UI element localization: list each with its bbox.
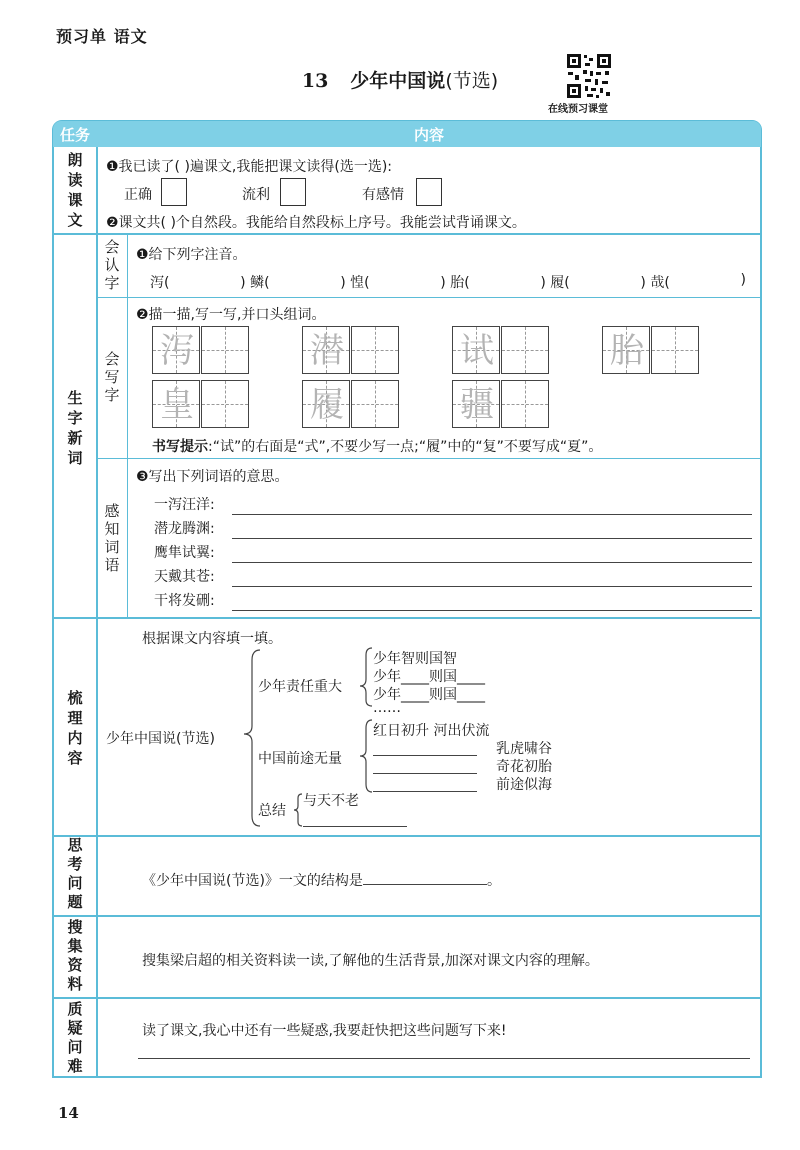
lesson-number: 13 <box>301 70 329 92</box>
char-grid <box>302 326 400 374</box>
char-grid <box>152 326 250 374</box>
option-emotion-label: 有感情 <box>362 187 404 203</box>
lesson-title <box>0 66 800 93</box>
branch2-line1: 红日初升 河出伏流 <box>373 723 490 739</box>
trace-cell <box>302 380 350 428</box>
char-grid <box>152 380 250 428</box>
sub-row-divider <box>97 458 761 459</box>
sub-label-sense: 感知词语 <box>104 502 120 574</box>
row-divider <box>53 997 761 999</box>
sub-col-divider <box>127 234 128 617</box>
write-cell[interactable] <box>201 326 249 374</box>
sub-label-recognize: 会认字 <box>104 238 120 292</box>
row-divider <box>53 915 761 917</box>
write-cell[interactable] <box>351 380 399 428</box>
trace-char: 潜 <box>310 331 344 371</box>
recognize-item: ) 哉( <box>640 275 670 291</box>
row-divider <box>53 835 761 837</box>
branch2-label: 中国前途无量 <box>258 751 342 767</box>
answer-line[interactable] <box>138 1058 750 1059</box>
answer-line[interactable] <box>363 870 487 885</box>
char-grid <box>452 326 550 374</box>
recognize-item: ) 胎( <box>440 275 470 291</box>
sub-label-write: 会写字 <box>104 350 120 404</box>
term-label: 天戴其苍: <box>154 569 215 585</box>
row-label-read: 朗读课文 <box>67 151 83 229</box>
recognize-items <box>150 272 746 292</box>
mindmap-root: 少年中国说(节选) <box>106 731 215 747</box>
read-line2: ❷课文共( )个自然段。我能给自然段标上序号。我能尝试背诵课文。 <box>106 215 526 231</box>
lesson-name: 少年中国说 <box>350 70 446 92</box>
write-cell[interactable] <box>651 326 699 374</box>
branch3-item: 与天不老 <box>303 793 359 809</box>
option-emotion-box[interactable] <box>416 178 442 206</box>
branch1-brace <box>360 648 372 706</box>
branch3-brace <box>294 794 302 826</box>
recognize-item: ) <box>740 272 746 288</box>
trace-char: 疆 <box>460 385 494 425</box>
branch2-item: 前途似海 <box>496 777 552 793</box>
trace-cell <box>152 326 200 374</box>
char-grid <box>452 380 550 428</box>
think-text <box>142 870 501 890</box>
page-number: 14 <box>58 1104 79 1122</box>
sub-row-divider <box>97 297 761 298</box>
row-divider <box>53 617 761 619</box>
write-cell[interactable] <box>501 380 549 428</box>
branch1-label: 少年责任重大 <box>258 679 342 695</box>
think-prompt: 《少年中国说(节选)》一文的结构是 <box>142 873 363 889</box>
page-header: 预习单 语文 <box>56 27 148 46</box>
branch2-brace <box>360 720 372 792</box>
read-line1: ❶我已读了( )遍课文,我能把课文读得(选一选): <box>106 159 393 175</box>
answer-line[interactable] <box>232 562 752 563</box>
answer-line[interactable] <box>373 773 477 774</box>
char-grid <box>602 326 700 374</box>
answer-line[interactable] <box>232 514 752 515</box>
branch1-item: …… <box>373 700 401 716</box>
row-label-sort: 梳理内容 <box>67 689 83 767</box>
answer-line[interactable] <box>232 586 752 587</box>
branch1-item: 少年____则国____ <box>373 669 485 685</box>
write-title: ❷描一描,写一写,并口头组词。 <box>136 307 326 323</box>
trace-cell <box>152 380 200 428</box>
trace-char: 试 <box>460 331 494 371</box>
term-label: 鹰隼试翼: <box>154 545 215 561</box>
col-divider <box>96 147 98 1078</box>
trace-char: 履 <box>310 385 344 425</box>
trace-char: 皇 <box>160 385 194 425</box>
row-label-collect: 搜集资料 <box>67 918 83 993</box>
term-label: 干将发硎: <box>154 593 215 609</box>
writing-tip-label: 书写提示 <box>152 439 208 455</box>
recognize-item: ) 履( <box>540 275 570 291</box>
answer-line[interactable] <box>373 755 477 756</box>
option-fluent-box[interactable] <box>280 178 306 206</box>
trace-cell <box>602 326 650 374</box>
col-task-header: 任务 <box>59 126 90 144</box>
option-fluent-label: 流利 <box>242 187 270 203</box>
branch1-item: 少年____则国____ <box>373 687 485 703</box>
option-correct-box[interactable] <box>161 178 187 206</box>
trace-cell <box>452 326 500 374</box>
option-correct-label: 正确 <box>124 187 152 203</box>
branch1-item: 少年智则国智 <box>373 651 457 667</box>
answer-line[interactable] <box>373 791 477 792</box>
write-cell[interactable] <box>351 326 399 374</box>
branch2-item: 奇花初胎 <box>496 759 552 775</box>
recognize-title: ❶给下列字注音。 <box>136 247 247 263</box>
think-end: 。 <box>486 873 501 889</box>
row-label-doubt: 质疑问难 <box>67 1000 83 1075</box>
row-label-think: 思考问题 <box>67 836 83 911</box>
col-content-header: 内容 <box>413 126 444 144</box>
trace-char: 胎 <box>610 331 644 371</box>
branch3-label: 总结 <box>258 803 286 819</box>
qr-caption: 在线预习课堂 <box>548 104 608 115</box>
answer-line[interactable] <box>232 538 752 539</box>
qr-code-icon[interactable] <box>565 52 613 100</box>
collect-text: 搜集梁启超的相关资料读一读,了解他的生活背景,加深对课文内容的理解。 <box>142 953 599 969</box>
answer-line[interactable] <box>232 610 752 611</box>
doubt-text: 读了课文,我心中还有一些疑惑,我要赶快把这些问题写下来! <box>142 1023 507 1039</box>
recognize-item: ) 惶( <box>340 275 370 291</box>
trace-cell <box>452 380 500 428</box>
write-cell[interactable] <box>201 380 249 428</box>
branch2-item: 乳虎啸谷 <box>496 741 552 757</box>
table-header <box>53 121 761 147</box>
writing-tip-text: :“试”的右面是“式”,不要少写一点;“履”中的“复”不要写成“夏”。 <box>208 439 603 455</box>
answer-line[interactable] <box>303 826 407 827</box>
lesson-subtitle: (节选) <box>445 70 499 92</box>
trace-cell <box>302 326 350 374</box>
char-grid <box>302 380 400 428</box>
recognize-item: 泻( <box>150 275 170 291</box>
sort-intro: 根据课文内容填一填。 <box>142 631 282 647</box>
row-divider <box>53 233 761 235</box>
trace-char: 泻 <box>160 331 194 371</box>
term-label: 潜龙腾渊: <box>154 521 215 537</box>
writing-tip <box>152 436 602 456</box>
sense-title: ❸写出下列词语的意思。 <box>136 469 289 485</box>
term-label: 一泻汪洋: <box>154 497 215 513</box>
write-cell[interactable] <box>501 326 549 374</box>
row-label-words: 生字新词 <box>67 389 83 467</box>
recognize-item: ) 鳞( <box>240 275 270 291</box>
